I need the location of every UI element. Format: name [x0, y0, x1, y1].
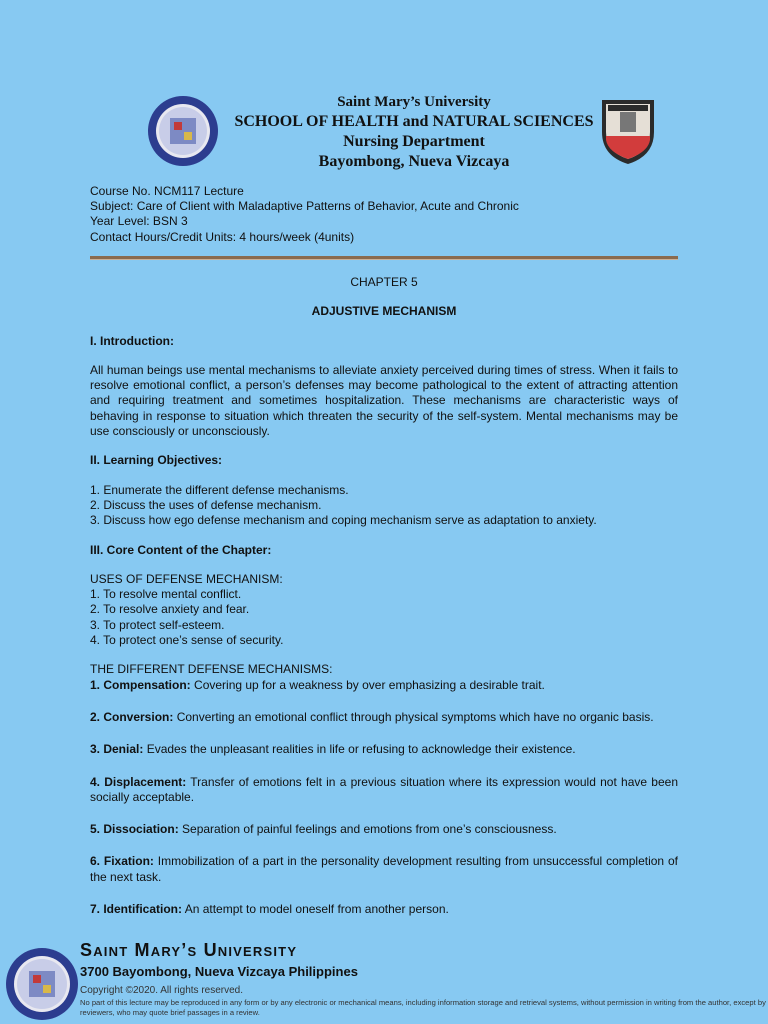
use-item: 1. To resolve mental conflict.: [90, 587, 242, 602]
intro-heading: I. Introduction:: [90, 333, 174, 348]
university-seal-icon: [4, 946, 80, 1022]
mechanism-item: [90, 775, 678, 806]
document-footer: [0, 938, 768, 1024]
mechanism-definition: Separation of painful feelings and emotions from one’s consciousness.: [178, 822, 557, 837]
mechanism-definition: Converting an emotional conflict through physical symptoms which have no organic basis.: [173, 709, 654, 724]
mechanism-term: 5. Dissociation:: [90, 822, 179, 837]
use-item: 2. To resolve anxiety and fear.: [90, 602, 250, 617]
objective-item: 3. Discuss how ego defense mechanism and coping mechanism serve as adaptation to anxiety.: [90, 513, 597, 528]
mechanism-definition: An attempt to model oneself from another person.: [182, 902, 449, 917]
course-number: Course No. NCM117 Lecture: [90, 184, 244, 198]
mechanism-item: [90, 854, 678, 885]
core-heading: III. Core Content of the Chapter:: [90, 542, 272, 557]
use-item: 4. To protect one’s sense of security.: [90, 633, 284, 648]
mechanism-term: 4. Displacement:: [90, 774, 187, 789]
footer-university-name: Saint Mary’s University: [80, 940, 298, 960]
chapter-title: ADJUSTIVE MECHANISM: [311, 304, 457, 319]
mechanisms-heading: THE DIFFERENT DEFENSE MECHANISMS:: [90, 662, 333, 677]
mechanism-term: 6. Fixation:: [90, 854, 154, 869]
contact-hours: Contact Hours/Credit Units: 4 hours/week (4units): [90, 229, 355, 244]
mechanism-term: 2. Conversion:: [90, 709, 174, 724]
mechanism-term: 7. Identification:: [90, 902, 183, 917]
mechanism-definition: Transfer of emotions felt in a previous situation where its expression would not have been socially acceptable.: [90, 774, 678, 804]
university-name: Saint Mary’s University: [337, 94, 491, 110]
mechanism-item: [90, 710, 678, 725]
intro-paragraph: All human beings use mental mechanisms to alleviate anxiety perceived during times of stress. When it fails to resolve emotional conflict, a person’s defenses may become pathological to the extent of attracting attention and requiring treatment and sometimes hospitalization. These mechanisms are characteristic ways of behaving in response to situation which threaten the security of the self-system. Mental mechanisms may be use consciously or unconsciously.: [90, 362, 678, 439]
mechanism-definition: Evades the unpleasant realities in life or refusing to acknowledge their existence.: [143, 742, 576, 757]
uses-heading: USES OF DEFENSE MECHANISM:: [90, 571, 283, 586]
divider: [90, 256, 678, 260]
mechanism-definition: Covering up for a weakness by over emphasizing a desirable trait.: [190, 677, 545, 692]
document-body: [90, 275, 678, 917]
document-header: [0, 92, 768, 172]
footer-legal-notice: No part of this lecture may be reproduced in any form or by any electronic or mechanical means, including information storage and retrieval systems, without permission in writing from the author, except by reviewers, who may quote brief passages in a review.: [80, 998, 766, 1017]
chapter-number: CHAPTER 5: [350, 275, 418, 289]
objective-item: 2. Discuss the uses of defense mechanism.: [90, 497, 322, 512]
mechanism-item: [90, 822, 678, 837]
school-name: SCHOOL OF HEALTH and NATURAL SCIENCES: [234, 113, 594, 130]
use-item: 3. To protect self-esteem.: [90, 617, 225, 632]
footer-copyright: Copyright ©2020. All rights reserved.: [80, 985, 244, 996]
nursing-crest-icon: [598, 96, 658, 166]
year-level: Year Level: BSN 3: [90, 214, 188, 229]
mechanism-item: [90, 678, 678, 693]
mechanism-term: 3. Denial:: [90, 742, 144, 757]
footer-address: 3700 Bayombong, Nueva Vizcaya Philippines: [80, 964, 358, 979]
department-name: Nursing Department: [343, 133, 485, 150]
course-subject: Subject: Care of Client with Maladaptive Patterns of Behavior, Acute and Chronic: [90, 199, 519, 214]
mechanism-item: [90, 742, 678, 757]
objective-item: 1. Enumerate the different defense mechanisms.: [90, 482, 349, 497]
objectives-heading: II. Learning Objectives:: [90, 453, 223, 468]
course-info: [90, 184, 519, 245]
mechanism-definition: Immobilization of a part in the personality development resulting from unsuccessful completion of the next task.: [90, 854, 678, 884]
mechanism-term: 1. Compensation:: [90, 677, 191, 692]
location: Bayombong, Nueva Vizcaya: [318, 153, 510, 170]
mechanism-item: [90, 902, 678, 917]
